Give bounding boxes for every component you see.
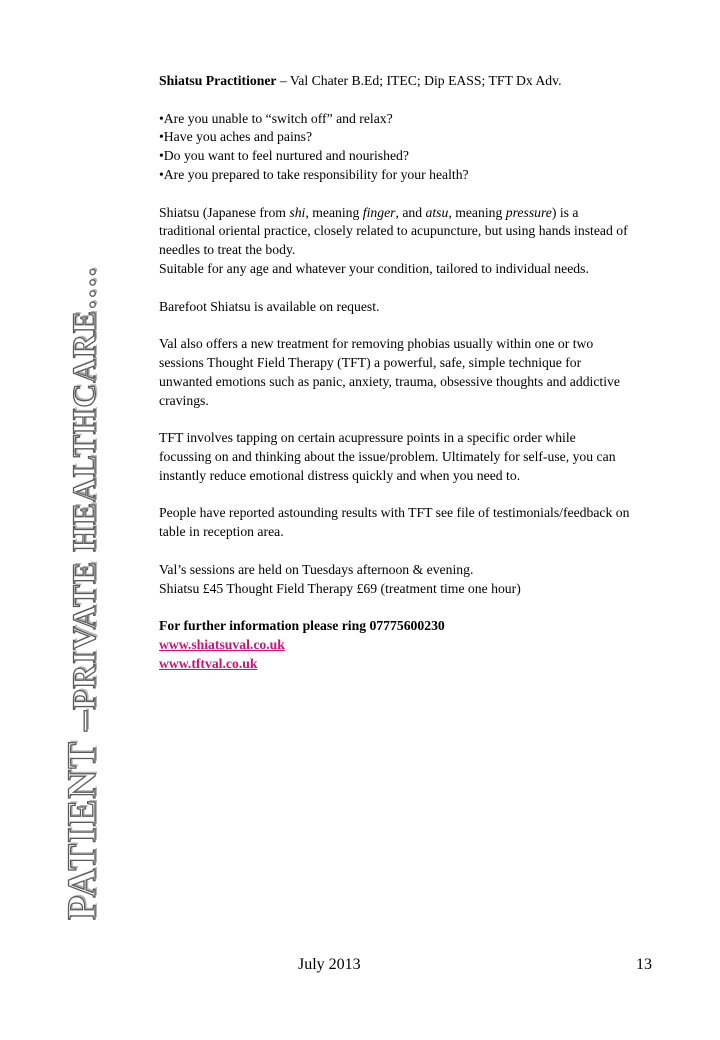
banner-lead: PATIENT –: [59, 709, 104, 920]
side-banner-title: [59, 266, 104, 920]
footer-date: July 2013: [298, 956, 361, 973]
article-body: [159, 72, 631, 674]
tft-website-link[interactable]: www.tftval.co.uk: [159, 655, 258, 671]
session-times: Val’s sessions are held on Tuesdays afternoon & evening.: [159, 561, 474, 577]
barefoot-shiatsu: Barefoot Shiatsu is available on request.: [159, 298, 380, 314]
tft-results: People have reported astounding results with TFT see file of testimonials/feedback on table in reception area.: [159, 505, 630, 540]
tft-detail: TFT involves tapping on certain acupressure points in a specific order while focussing on and thinking about the issue/problem. Ultimately for self-use, you can instantly reduce emotional distress quickly and when you need to.: [159, 430, 616, 483]
page-number: 13: [636, 956, 652, 973]
banner-rest: PRIVATE HEALTHCARE….: [67, 266, 103, 710]
question-item: •Have you aches and pains?: [159, 129, 313, 145]
question-item: •Are you unable to “switch off” and relax?: [159, 110, 393, 126]
price-list: Shiatsu £45 Thought Field Therapy £69 (treatment time one hour): [159, 580, 521, 596]
tft-intro: Val also offers a new treatment for removing phobias usually within one or two sessions Thought Field Therapy (TFT) a powerful, safe, simple technique for unwanted emotions such as panic, anxiety, trauma, obsessive thoughts and addictive cravings.: [159, 336, 620, 408]
shiatsu-suitability: Suitable for any age and whatever your condition, tailored to individual needs.: [159, 260, 589, 276]
practitioner-credentials: – Val Chater B.Ed; ITEC; Dip EASS; TFT Dx Adv.: [276, 73, 562, 88]
shiatsu-website-link[interactable]: www.shiatsuval.co.uk: [159, 636, 285, 652]
contact-info: For further information please ring 07775600230: [159, 618, 445, 634]
practitioner-heading: [159, 72, 631, 91]
question-item: •Are you prepared to take responsibility for your health?: [159, 166, 469, 182]
question-item: •Do you want to feel nurtured and nourished?: [159, 148, 409, 164]
shiatsu-description: Shiatsu (Japanese from shi, meaning finger, and atsu, meaning pressure) is a traditional oriental practice, closely related to acupuncture, but using hands instead of needles to treat the body.: [159, 204, 628, 258]
practitioner-title: Shiatsu Practitioner: [159, 73, 277, 88]
